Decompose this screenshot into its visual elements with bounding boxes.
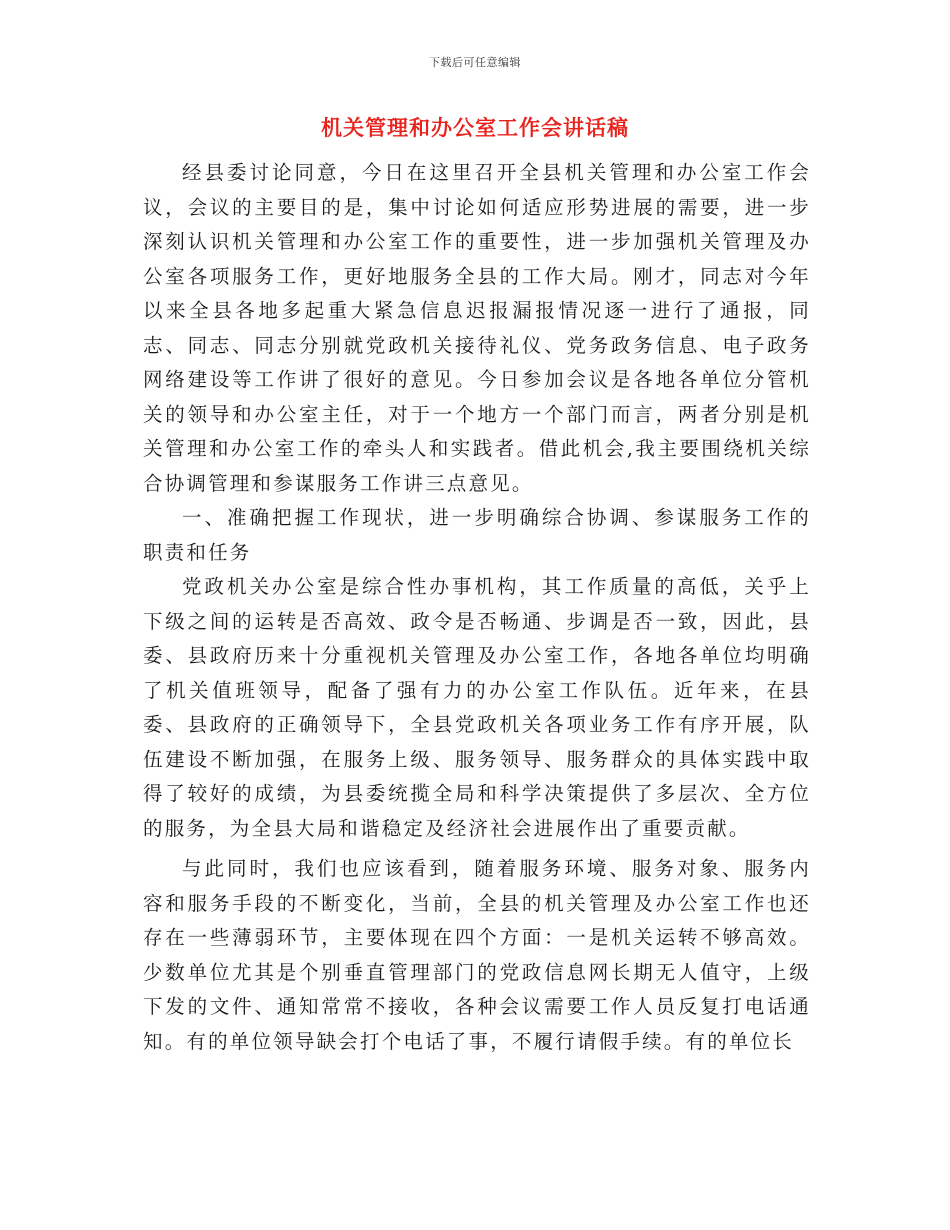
paragraph-section-heading-1: 一、准确把握工作现状，进一步明确综合协调、参谋服务工作的职责和任务 xyxy=(143,506,811,564)
paragraph-current-status: 党政机关办公室是综合性办事机构，其工作质量的高低，关乎上下级之间的运转是否高效、政令是否畅通、步调是否一致，因此，县委、县政府历来十分重视机关管理及办公室工作，各地各单位均明确了机关值班领导，配备了强有力的办公室工作队伍。近年来，在县委、县政府的正确领导下，全县党政机关各项业务工作有序开展，队伍建设不断加强，在服务上级、服务领导、服务群众的具体实践中取得了较好的成绩，为县委统揽全局和科学决策提供了多层次、全方位的服务，为全县大局和谐稳定及经济社会进展作出了重要贡献。 xyxy=(143,575,811,840)
paragraph-weak-links: 与此同时，我们也应该看到，随着服务环境、服务对象、服务内容和服务手段的不断变化，当前，全县的机关管理及办公室工作也还存在一些薄弱环节，主要体现在四个方面：一是机关运转不够高效。少数单位尤其是个别垂直管理部门的党政信息网长期无人值守，上级下发的文件、通知常常不接收，各种会议需要工作人员反复打电话通知。有的单位领导缺会打个电话了事，不履行请假手续。有的单位长 xyxy=(143,857,811,1053)
document-body xyxy=(143,156,811,1059)
paragraph-opening: 经县委讨论同意，今日在这里召开全县机关管理和办公室工作会议，会议的主要目的是，集中讨论如何适应形势进展的需要，进一步深刻认识机关管理和办公室工作的重要性，进一步加强机关管理及办公室各项服务工作，更好地服务全县的工作大局。刚才，同志对今年以来全县各地多起重大紧急信息迟报漏报情况逐一进行了通报，同志、同志、同志分别就党政机关接待礼仪、党务政务信息、电子政务网络建设等工作讲了很好的意见。今日参加会议是各地各单位分管机关的领导和办公室主任，对于一个地方一个部门而言，两者分别是机关管理和办公室工作的牵头人和实践者。借此机会,我主要围绕机关综合协调管理和参谋服务工作讲三点意见。 xyxy=(143,161,811,495)
document-title: 机关管理和办公室工作会讲话稿 xyxy=(321,116,629,140)
header-note: 下载后可任意编辑 xyxy=(429,56,521,69)
